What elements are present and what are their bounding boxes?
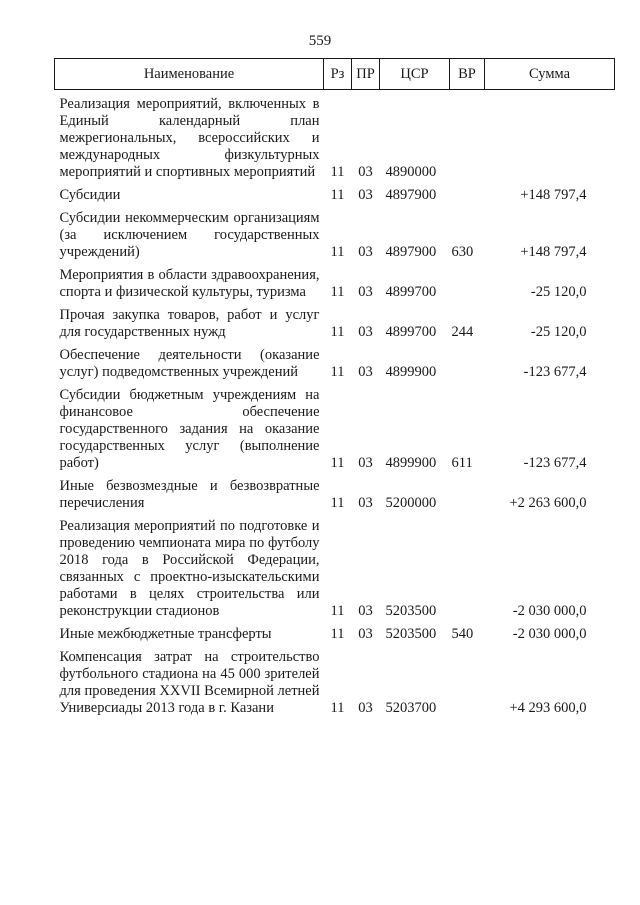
row-vr: [450, 472, 485, 512]
table-header-row: [55, 59, 615, 90]
row-rz: 11: [330, 244, 345, 260]
row-vr: 611: [451, 455, 473, 471]
row-pr: 03: [358, 626, 373, 642]
row-pr: 03: [358, 164, 373, 180]
row-rz: 11: [330, 284, 345, 300]
table-row: [55, 472, 615, 512]
row-rz: 11: [330, 700, 345, 716]
row-pr: 03: [358, 324, 373, 340]
row-sum: +2 263 600,0: [509, 495, 587, 511]
row-vr: [450, 643, 485, 717]
header-vr: ВР: [450, 59, 485, 90]
page-number: 559: [308, 33, 332, 49]
row-sum: +148 797,4: [520, 244, 587, 260]
row-vr: [450, 90, 485, 182]
row-csr: 4899900: [385, 364, 437, 380]
table-row: [55, 620, 615, 643]
row-vr: [450, 181, 485, 204]
row-csr: 5203700: [385, 700, 437, 716]
row-name: Прочая закупка товаров, работ и услуг для государственных нужд: [59, 307, 320, 340]
table-row: [55, 512, 615, 620]
row-csr: 4899700: [385, 284, 437, 300]
row-rz: 11: [330, 187, 345, 203]
row-vr: 244: [451, 324, 474, 340]
row-rz: 11: [330, 603, 345, 619]
budget-table: [54, 58, 615, 717]
row-vr: 630: [451, 244, 474, 260]
row-csr: 4897900: [385, 187, 437, 203]
row-csr: 5203500: [385, 626, 437, 642]
row-rz: 11: [330, 626, 345, 642]
row-pr: 03: [358, 244, 373, 260]
row-name: Реализация мероприятий по подготовке и проведению чемпионата мира по футболу 2018 года в Российской Федерации, связанных с проектно-изыскательскими работами в целях строительства или реконструкции стадионов: [59, 518, 320, 619]
row-rz: 11: [330, 164, 345, 180]
row-name: Иные безвозмездные и безвозвратные перечисления: [59, 478, 320, 511]
row-sum: -2 030 000,0: [512, 603, 587, 619]
row-csr: 4899900: [385, 455, 437, 471]
row-pr: 03: [358, 700, 373, 716]
header-csr: ЦСР: [380, 59, 450, 90]
row-vr: [450, 341, 485, 381]
row-name: Иные межбюджетные трансферты: [59, 626, 272, 642]
table-row: [55, 301, 615, 341]
row-name: Субсидии: [59, 187, 121, 203]
row-name: Реализация мероприятий, включенных в Единый календарный план межрегиональных, всероссийских и международных физкультурных мероприятий и спортивных мероприятий: [59, 96, 320, 180]
table-row: [55, 381, 615, 472]
row-name: Субсидии бюджетным учреждениям на финансовое обеспечение государственного задания на оказание государственных услуг (выполнение работ): [59, 387, 320, 471]
table-row: [55, 643, 615, 717]
row-pr: 03: [358, 364, 373, 380]
row-pr: 03: [358, 603, 373, 619]
row-sum: -25 120,0: [530, 284, 587, 300]
row-sum: +4 293 600,0: [509, 700, 587, 716]
header-sum: Сумма: [485, 59, 615, 90]
row-sum: -123 677,4: [523, 455, 587, 471]
row-sum: -123 677,4: [523, 364, 587, 380]
row-pr: 03: [358, 495, 373, 511]
table-row: [55, 204, 615, 261]
row-rz: 11: [330, 324, 345, 340]
row-csr: 4890000: [385, 164, 437, 180]
header-name: Наименование: [55, 59, 324, 90]
row-name: Обеспечение деятельности (оказание услуг) подведомственных учреждений: [59, 347, 320, 380]
table-row: [55, 181, 615, 204]
row-csr: 5200000: [385, 495, 437, 511]
row-sum: +148 797,4: [520, 187, 587, 203]
row-csr: 4899700: [385, 324, 437, 340]
row-rz: 11: [330, 495, 345, 511]
table-row: [55, 261, 615, 301]
row-vr: [450, 261, 485, 301]
row-pr: 03: [358, 284, 373, 300]
row-rz: 11: [330, 455, 345, 471]
row-sum: -25 120,0: [530, 324, 587, 340]
row-sum: [485, 90, 615, 182]
row-pr: 03: [358, 187, 373, 203]
table-row: [55, 341, 615, 381]
row-csr: 4897900: [385, 244, 437, 260]
row-sum: -2 030 000,0: [512, 626, 587, 642]
row-rz: 11: [330, 364, 345, 380]
row-name: Мероприятия в области здравоохранения, спорта и физической культуры, туризма: [59, 267, 320, 300]
row-vr: [450, 512, 485, 620]
row-pr: 03: [358, 455, 373, 471]
row-vr: 540: [451, 626, 474, 642]
header-rz: Рз: [324, 59, 352, 90]
row-csr: 5203500: [385, 603, 437, 619]
table-row: [55, 90, 615, 182]
row-name: Субсидии некоммерческим организациям (за исключением государственных учреждений): [59, 210, 320, 260]
header-pr: ПР: [352, 59, 380, 90]
row-name: Компенсация затрат на строительство футбольного стадиона на 45 000 зрителей для проведения XXVII Всемирной летней Универсиады 2013 года в г. Казани: [59, 649, 320, 716]
